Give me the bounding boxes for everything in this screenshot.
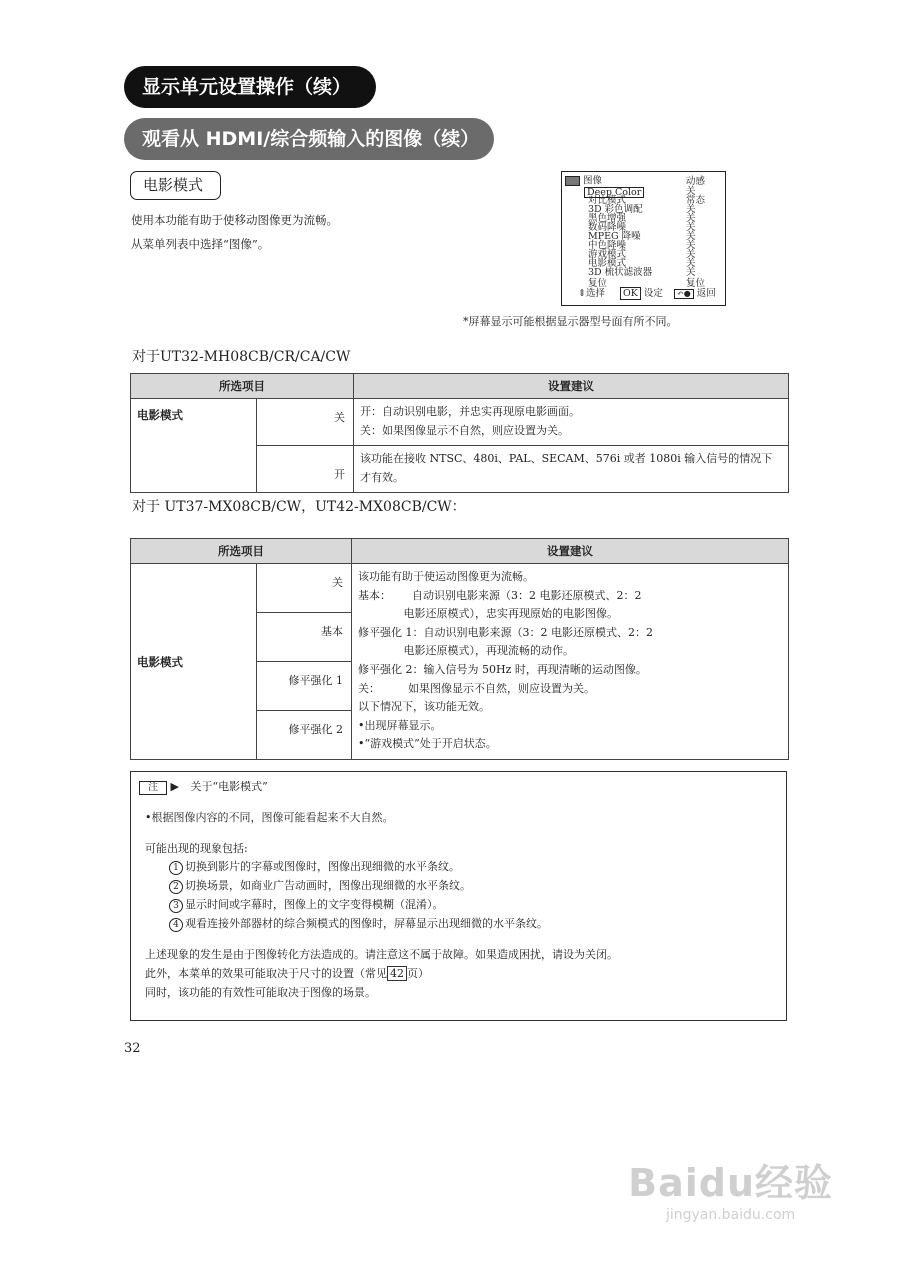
note-item: 1 切换到影片的字幕或图像时，图像出现细微的水平条纹。 bbox=[169, 858, 460, 875]
page-reference: 42 bbox=[387, 966, 407, 981]
desc-cell: 该功能在接收 NTSC、480i、PAL、SECAM、576i 或者 1080i 输入信号的情况下 才有效。 bbox=[354, 446, 789, 493]
note-paragraph-1: 上述现象的发生是由于图像转化方法造成的。请注意这不属于故障。如果造成困扰，请设为关闭。 bbox=[145, 948, 618, 961]
settings-table-1 bbox=[130, 373, 789, 493]
category-cell: 电影模式 bbox=[131, 564, 257, 760]
intro-text-1: 使用本功能有助于使移动图像更为流畅。 bbox=[131, 213, 338, 227]
screen-note: *屏幕显示可能根据显示器型号面有所不同。 bbox=[463, 315, 678, 328]
osd-item: 游戏模式 bbox=[588, 249, 627, 260]
desc-cell: 开：自动识别电影，并忠实再现原电影画面。 关：如果图像显示不自然，则应设置为关。 bbox=[354, 399, 789, 446]
picture-icon bbox=[565, 176, 580, 186]
header-selected-item: 所选项目 bbox=[131, 539, 352, 564]
arrow-right-icon: ▶ bbox=[170, 780, 179, 793]
watermark-url: jingyan.baidu.com bbox=[665, 1207, 796, 1223]
header-selected-item: 所选项目 bbox=[131, 374, 354, 399]
subsection-title-banner: 观看从 HDMI/综合频输入的图像（续） bbox=[124, 118, 494, 160]
note-paragraph-3: 同时，该功能的有效性可能取决于图像的场景。 bbox=[145, 986, 376, 999]
osd-item: MPEG 降噪 bbox=[588, 231, 641, 242]
settings-table-2 bbox=[130, 538, 789, 760]
header-recommendation: 设置建议 bbox=[352, 539, 789, 564]
option-enhance-1: 修平强化 1 bbox=[257, 662, 352, 711]
watermark-logo: Baidu经验 bbox=[628, 1161, 833, 1205]
ok-key-icon: OK bbox=[620, 287, 641, 300]
page-number: 32 bbox=[124, 1041, 141, 1056]
option-on: 开 bbox=[257, 446, 354, 493]
osd-value: 关 bbox=[686, 186, 696, 197]
up-down-arrows-icon: ⇕ bbox=[578, 288, 586, 299]
osd-title-row bbox=[565, 176, 602, 186]
model-heading-2: 对于 UT37-MX08CB/CW，UT42-MX08CB/CW： bbox=[132, 499, 466, 515]
option-enhance-2: 修平强化 2 bbox=[257, 711, 352, 760]
osd-item: 3D 彩色调配 bbox=[588, 204, 643, 215]
model-heading-1: 对于UT32-MH08CB/CR/CA/CW bbox=[132, 349, 351, 365]
note-phenomena-intro: 可能出现的现象包括: bbox=[145, 842, 248, 855]
osd-value: 关 bbox=[686, 267, 696, 278]
osd-value: 常态 bbox=[686, 195, 706, 206]
osd-value: 关 bbox=[686, 258, 696, 269]
osd-footer-ok: OK 设定 bbox=[620, 289, 663, 298]
header-recommendation: 设置建议 bbox=[354, 374, 789, 399]
osd-menu-illustration bbox=[561, 171, 726, 306]
osd-value: 关 bbox=[686, 240, 696, 251]
osd-value: 关 bbox=[686, 249, 696, 260]
note-item: 4 观看连接外部器材的综合频模式的图像时，屏幕显示出现细微的水平条纹。 bbox=[169, 915, 548, 932]
osd-value: 关 bbox=[686, 231, 696, 242]
topic-tag: 电影模式 bbox=[130, 171, 221, 200]
intro-text-2: 从菜单列表中选择“图像”。 bbox=[131, 237, 270, 251]
osd-value: 关 bbox=[686, 204, 696, 215]
note-header: 注 ▶ 关于“电影模式” bbox=[139, 778, 268, 795]
osd-value: 关 bbox=[686, 222, 696, 233]
osd-item: 3D 梳状滤波器 bbox=[588, 267, 653, 278]
osd-item: 黑色增强 bbox=[588, 213, 627, 224]
osd-footer-select: ⇕选择 bbox=[578, 288, 605, 299]
note-item: 3 显示时间或字幕时，图像上的文字变得模糊（混淆）。 bbox=[169, 896, 444, 913]
osd-footer-back: ↶● 返回 bbox=[674, 289, 716, 299]
note-label-icon: 注 bbox=[139, 781, 167, 795]
category-cell: 电影模式 bbox=[131, 399, 257, 493]
osd-value: 动感 bbox=[686, 176, 706, 187]
osd-item: 中色降噪 bbox=[588, 240, 627, 251]
osd-item-highlight: Deep Color bbox=[584, 187, 644, 198]
note-paragraph-2: 此外，本菜单的效果可能取决于尺寸的设置（常见 42 页） bbox=[145, 967, 429, 980]
osd-value: 复位 bbox=[686, 278, 706, 289]
osd-item: 对比模式 bbox=[588, 195, 627, 206]
section-title-banner: 显示单元设置操作（续） bbox=[124, 66, 376, 108]
note-item: 2 切换场景，如商业广告动画时，图像出现细微的水平条纹。 bbox=[169, 877, 471, 894]
osd-item: 电影模式 bbox=[588, 258, 627, 269]
osd-item: 数码降噪 bbox=[588, 222, 627, 233]
desc-cell: 该功能有助于使运动图像更为流畅。 基本： 自动识别电影来源（3：2 电影还原模式、2：2 电影还原模式），忠实再现原始的电影图像。 修平强化 1：自动识别电影来源（3：2 电影还原模式、2：2 电影还原模式），再现流畅的动作。 修平强化 2：输入信号为 50Hz 时，再现清晰的运动图像。 关： 如果图像显示不自然，则应设置为关。 以下情况下，该功能无效。 •出现屏幕显示。 •“游戏模式”处于开启状态。 bbox=[352, 564, 789, 760]
osd-title: 图像 bbox=[583, 175, 603, 187]
osd-item: 复位 bbox=[588, 278, 608, 289]
option-off: 关 bbox=[257, 564, 352, 613]
osd-value: 关 bbox=[686, 213, 696, 224]
option-basic: 基本 bbox=[257, 613, 352, 662]
watermark bbox=[628, 1152, 833, 1223]
note-box bbox=[130, 771, 787, 1021]
note-bullet: •根据图像内容的不同，图像可能看起来不大自然。 bbox=[145, 811, 394, 824]
option-off: 关 bbox=[257, 399, 354, 446]
return-key-icon: ↶● bbox=[674, 289, 694, 299]
